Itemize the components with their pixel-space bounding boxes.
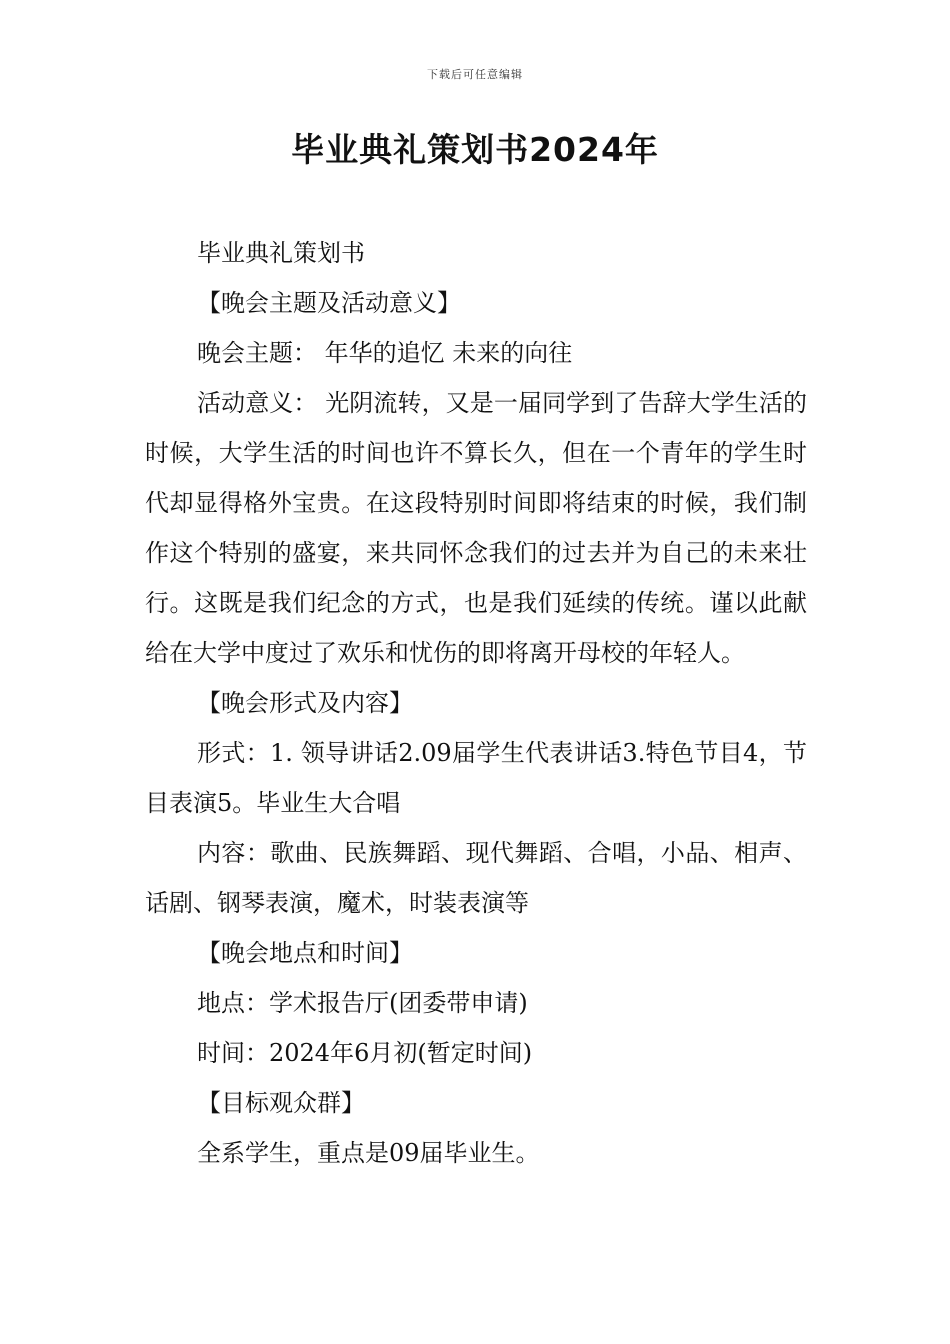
paragraph-heading: 毕业典礼策划书 [197, 239, 365, 267]
document-title: 毕业典礼策划书2024年 [291, 130, 659, 169]
paragraph-time: 时间：2024年6月初(暂定时间) [197, 1039, 533, 1067]
section-heading-theme: 【晚会主题及活动意义】 [197, 289, 461, 317]
document-body [145, 228, 807, 1178]
section-heading-format: 【晚会形式及内容】 [197, 689, 413, 717]
section-heading-venue-time: 【晚会地点和时间】 [197, 939, 413, 967]
section-heading-audience: 【目标观众群】 [197, 1089, 365, 1117]
paragraph-format: 形式：1. 领导讲话2.09届学生代表讲话3.特色节目4，节目表演5。毕业生大合唱 [145, 739, 807, 817]
paragraph-theme: 晚会主题： 年华的追忆 未来的向往 [197, 339, 573, 367]
paragraph-audience: 全系学生，重点是09届毕业生。 [197, 1139, 540, 1167]
header-note: 下载后可任意编辑 [427, 68, 523, 81]
paragraph-venue: 地点：学术报告厅(团委带申请) [197, 989, 528, 1017]
paragraph-content: 内容：歌曲、民族舞蹈、现代舞蹈、合唱，小品、相声、话剧、钢琴表演，魔术，时装表演等 [145, 839, 807, 917]
paragraph-significance: 活动意义： 光阴流转，又是一届同学到了告辞大学生活的时候，大学生活的时间也许不算长久，但在一个青年的学生时代却显得格外宝贵。在这段特别时间即将结束的时候，我们制作这个特别的盛宴，来共同怀念我们的过去并为自己的未来壮行。这既是我们纪念的方式，也是我们延续的传统。谨以此献给在大学中度过了欢乐和忧伤的即将离开母校的年轻人。 [145, 389, 807, 667]
